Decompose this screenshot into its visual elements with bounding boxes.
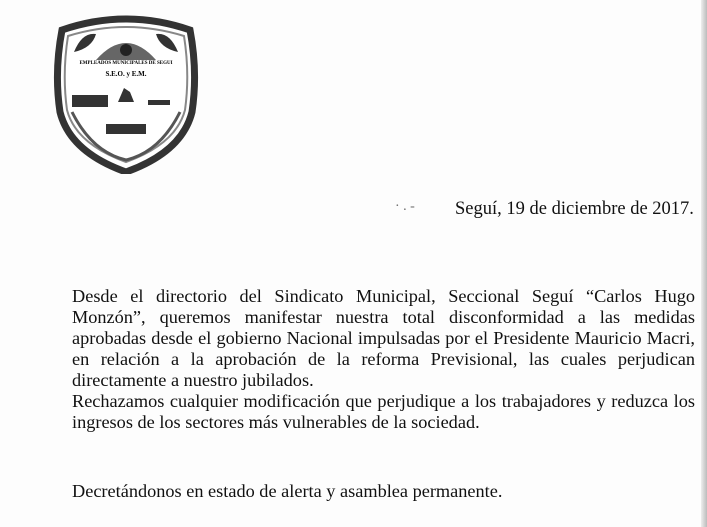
logo-text-line2: S.E.O. y E.M.	[105, 70, 147, 78]
paragraph-disconformity: Desde el directorio del Sindicato Municipal, Seccional Seguí “Carlos Hugo Monzón”, queremos manifestar nuestra total disconformidad a las medidas aprobadas desde el gobierno Nacional impulsadas por el Presidente Mauricio Macri, en relación a la aprobación de la reforma Previsional, las cuales perjudican directamente a nuestro jubilados.	[72, 286, 695, 390]
letter-body	[72, 286, 695, 433]
document-date: Seguí, 19 de diciembre de 2017.	[455, 199, 694, 219]
union-shield-logo	[52, 12, 200, 174]
scan-speckles: · . -	[395, 199, 415, 214]
logo-text-line1: EMPLEADOS MUNICIPALES DE SEGUI	[79, 61, 173, 66]
paragraph-rejection: Rechazamos cualquier modificación que perjudique a los trabajadores y reduzca los ingresos de los sectores más vulnerables de la sociedad.	[72, 391, 695, 432]
scan-edge	[701, 0, 707, 527]
closing-statement: Decretándonos en estado de alerta y asamblea permanente.	[72, 481, 503, 501]
